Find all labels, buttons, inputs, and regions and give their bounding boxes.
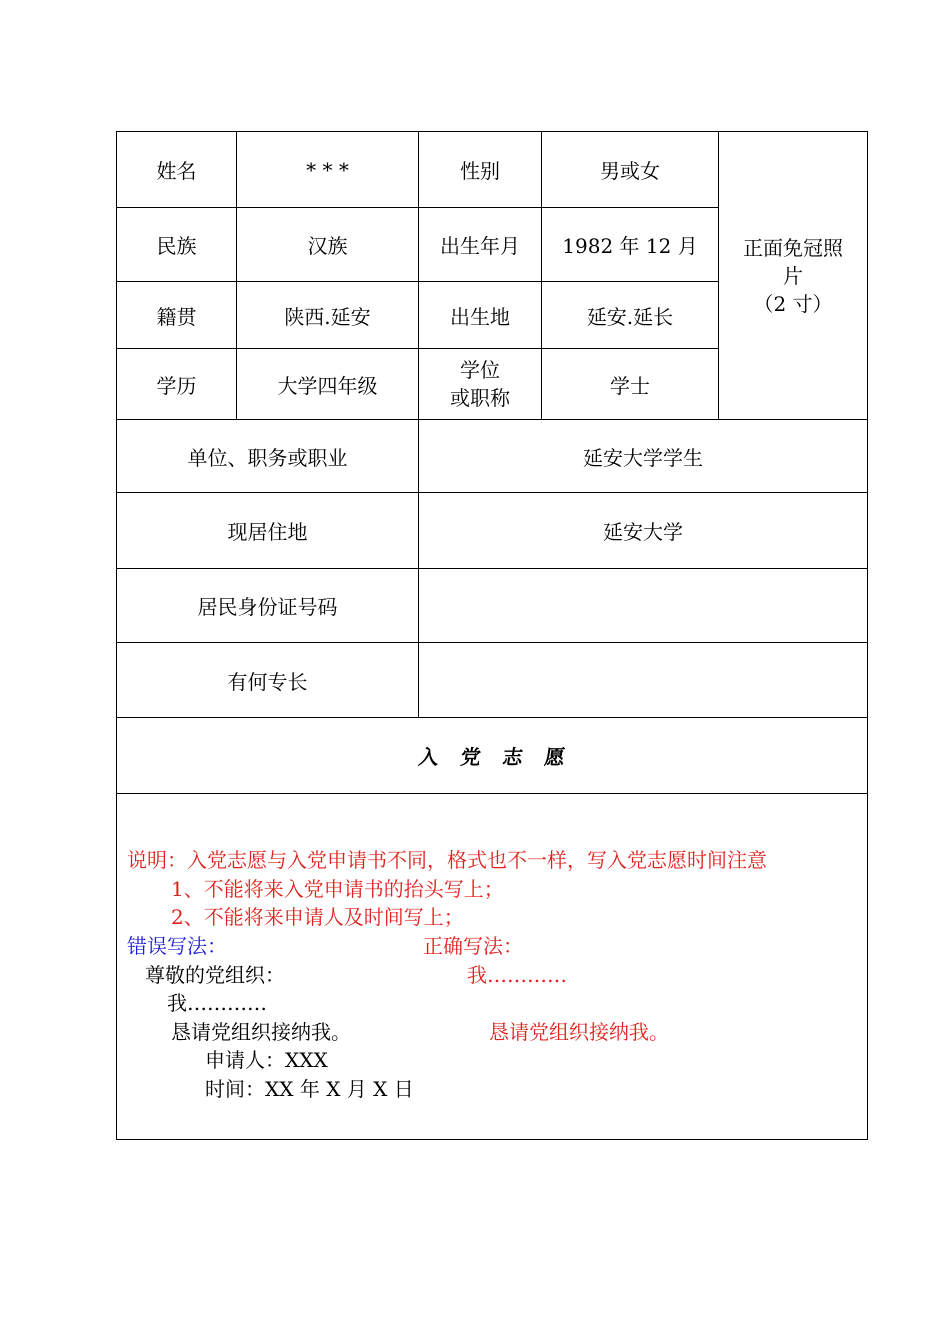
correct-example-heading: 正确写法： — [423, 934, 523, 958]
unit-label: 单位、职务或职业 — [117, 420, 419, 493]
degree-label — [419, 349, 542, 420]
native-place-value: 陕西.延安 — [237, 282, 419, 349]
education-value: 大学四年级 — [237, 349, 419, 420]
ethnic-value: 汉族 — [237, 208, 419, 282]
ethnic-label: 民族 — [117, 208, 237, 282]
address-value: 延安大学 — [419, 493, 868, 569]
correct-line-2: 恳请党组织接纳我。 — [489, 1020, 669, 1044]
id-number-value — [419, 569, 868, 643]
photo-text-line2: 片 — [783, 263, 803, 288]
degree-label-line2: 或职称 — [450, 386, 510, 410]
note-text: 说明：入党志愿与入党申请书不同，格式也不一样，写入党志愿时间注意 — [127, 848, 767, 872]
name-value: * * * — [237, 132, 419, 208]
date-line: 时间：XX 年 X 月 X 日 — [205, 1077, 414, 1101]
skills-value — [419, 643, 868, 718]
wrong-line-1: 我………… — [167, 991, 267, 1015]
education-label: 学历 — [117, 349, 237, 420]
photo-text-line3: （2 寸） — [753, 291, 833, 316]
birthplace-value: 延安.延长 — [542, 282, 719, 349]
gender-label: 性别 — [419, 132, 542, 208]
name-label: 姓名 — [117, 132, 237, 208]
degree-value: 学士 — [542, 349, 719, 420]
address-label: 现居住地 — [117, 493, 419, 569]
birth-date-label: 出生年月 — [419, 208, 542, 282]
birth-date-value: 1982 年 12 月 — [542, 208, 719, 282]
section-title — [117, 718, 868, 794]
degree-label-line1: 学位 — [460, 358, 500, 382]
photo-text-line1: 正面免冠照 — [743, 235, 843, 260]
application-form-table — [116, 131, 868, 1140]
wrong-line-2: 恳请党组织接纳我。 — [171, 1020, 351, 1044]
application-body — [117, 794, 868, 1140]
rule-1: 1、不能将来入党申请书的抬头写上； — [171, 877, 504, 901]
wrong-salutation: 尊敬的党组织： — [145, 963, 285, 987]
applicant-line: 申请人：XXX — [205, 1048, 328, 1072]
skills-label: 有何专长 — [117, 643, 419, 718]
id-number-label: 居民身份证号码 — [117, 569, 419, 643]
photo-placeholder — [719, 132, 868, 420]
rule-2: 2、不能将来申请人及时间写上； — [171, 905, 464, 929]
unit-value: 延安大学学生 — [419, 420, 868, 493]
gender-value: 男或女 — [542, 132, 719, 208]
birthplace-label: 出生地 — [419, 282, 542, 349]
native-place-label: 籍贯 — [117, 282, 237, 349]
correct-line-1: 我………… — [467, 963, 567, 987]
wrong-example-heading: 错误写法： — [127, 934, 227, 958]
section-title-text: 入党志愿 — [417, 745, 589, 769]
